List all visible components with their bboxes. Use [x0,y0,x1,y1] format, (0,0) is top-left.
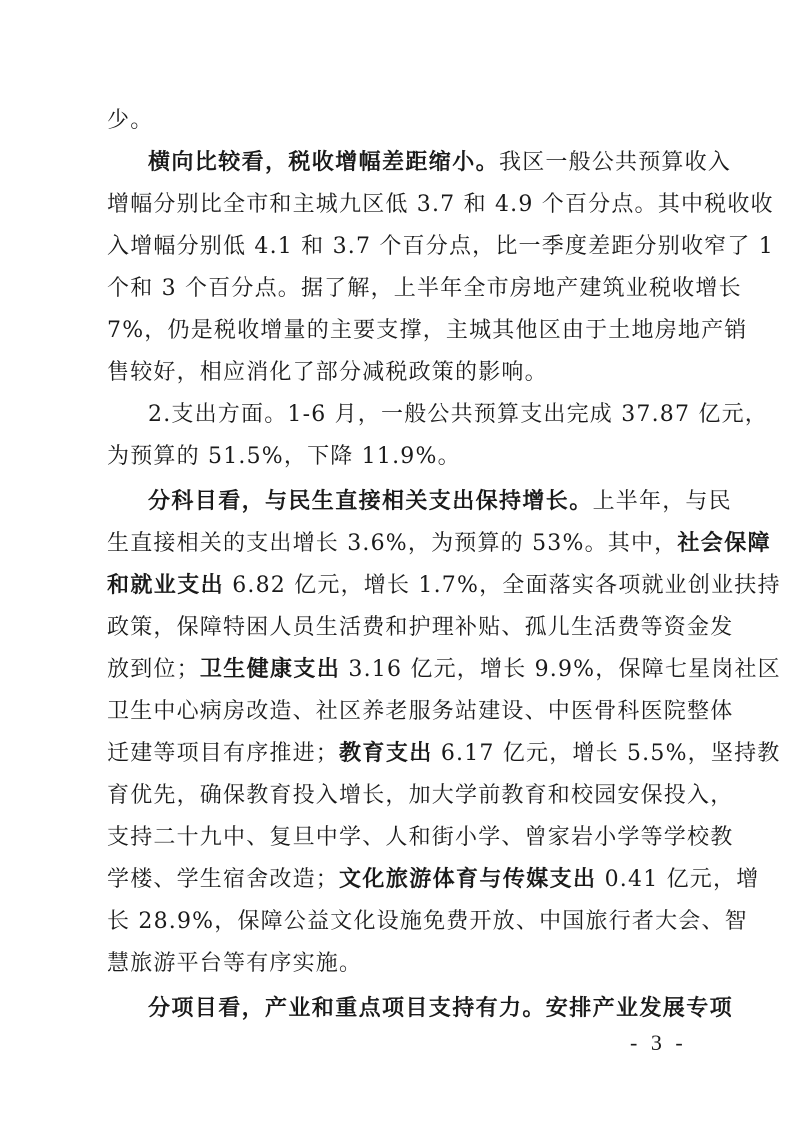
text-line [107,233,774,261]
text-run: 生直接相关的支出增长 3.6%，为预算的 53%。其中， [107,531,678,556]
text-run: 7%，仍是税收增量的主要支撑，主城其他区由于土地房地产销 [107,318,748,343]
text-run: 长 28.9%，保障公益文化设施免费开放、中国旅行者大会、智 [107,909,748,934]
text-run: 放到位； [107,657,200,682]
text-run: 为预算的 51.5%，下降 11.9%。 [107,444,461,469]
text-line [107,740,780,768]
text-line [107,824,733,852]
text-run: 上半年，与民 [592,489,732,514]
text-line [107,107,153,135]
text-line [107,698,733,726]
text-line [107,275,742,303]
text-line [107,317,748,345]
bold-text-run: 横向比较看，税收增幅差距缩小。 [148,150,500,175]
page-number: - 3 - [630,1030,687,1055]
text-run: 0.41 亿元，增 [596,867,760,892]
text-line [148,488,732,516]
text-line [107,530,771,558]
text-run: 6.82 亿元，增长 1.7%，全面落实各项就业创业扶持 [224,573,781,598]
text-run: 3.16 亿元，增长 9.9%，保障七星岗社区 [340,657,781,682]
text-run: 个和 3 个百分点。据了解，上半年全市房地产建筑业税收增长 [107,276,742,301]
text-line [107,866,759,894]
text-run: 学楼、学生宿舍改造； [107,867,340,892]
text-run: 政策，保障特困人员生活费和护理补贴、孤儿生活费等资金发 [107,615,734,640]
text-run: 支持二十九中、复旦中学、人和街小学、曾家岩小学等学校教 [107,825,734,850]
text-line [107,782,733,810]
bold-text-run: 和就业支出 [107,573,225,598]
bold-text-run: 分项目看，产业和重点项目支持有力。安排产业发展专项 [148,996,734,1021]
bold-text-run: 社会保障 [677,531,771,556]
text-run: 少。 [107,108,154,133]
text-line [107,359,548,387]
text-line [107,908,748,936]
bold-text-run: 分科目看，与民生直接相关支出保持增长。 [148,489,593,514]
bold-text-run: 卫生健康支出 [199,657,341,682]
text-run: 育优先，确保教育投入增长，加大学前教育和校园安保投入， [107,783,734,808]
text-run: 我区一般公共预算收入 [499,150,732,175]
text-run: 6.17 亿元，增长 5.5%，坚持教 [432,741,781,766]
text-run: 入增幅分别低 4.1 和 3.7 个百分点，比一季度差距分别收窄了 1 [107,234,774,259]
text-run: 迁建等项目有序推进； [107,741,340,766]
text-line [107,950,362,978]
text-line [148,995,733,1023]
text-run: 2.支出方面。1-6 月，一般公共预算支出完成 37.87 亿元， [148,402,768,427]
text-line [107,572,781,600]
text-run: 卫生中心病房改造、社区养老服务站建设、中医骨科医院整体 [107,699,734,724]
bold-text-run: 教育支出 [339,741,433,766]
text-run: 售较好，相应消化了部分减税政策的影响。 [107,360,548,385]
text-line [107,443,461,471]
bold-text-run: 文化旅游体育与传媒支出 [339,867,597,892]
text-line [107,656,781,684]
text-run: 慧旅游平台等有序实施。 [107,951,363,976]
text-line [148,149,731,177]
text-line [107,614,733,642]
text-line [107,191,774,219]
text-line [148,401,768,429]
text-run: 增幅分别比全市和主城九区低 3.7 和 4.9 个百分点。其中税收收 [107,192,774,217]
